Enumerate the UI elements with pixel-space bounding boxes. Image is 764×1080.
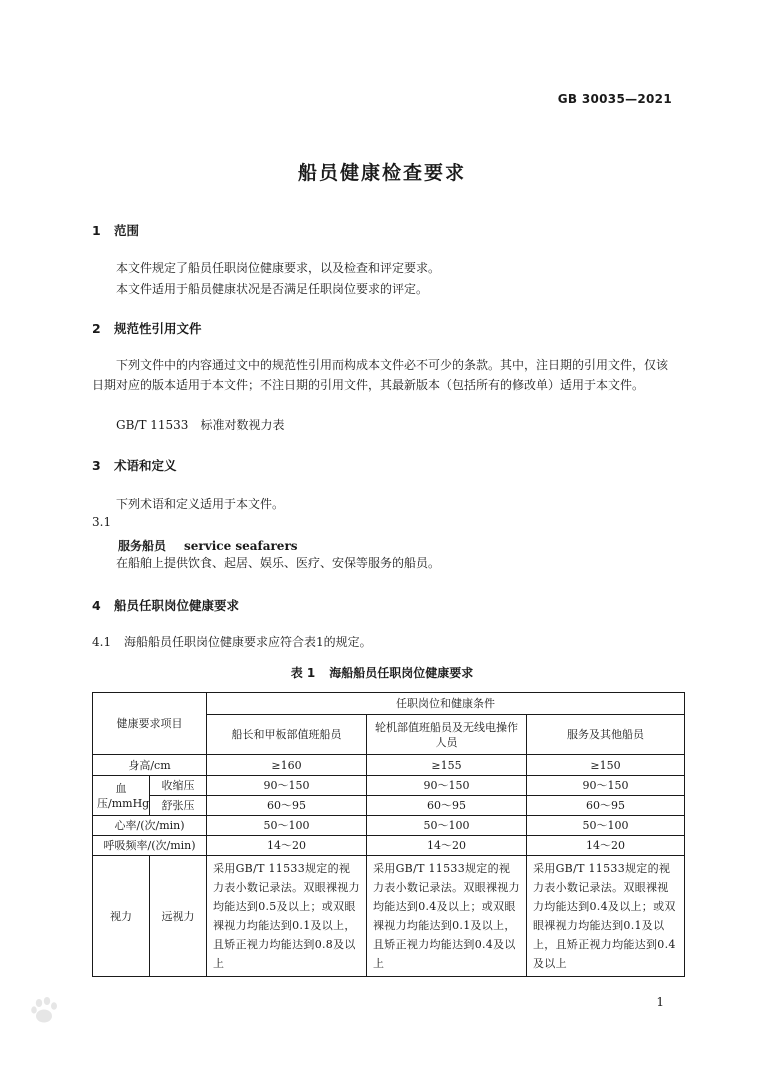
section-1-heading: [92, 221, 139, 239]
section-title: 术语和定义: [114, 458, 177, 473]
table-cell: 50～100: [527, 816, 685, 836]
section-title: 范围: [114, 223, 140, 238]
row-sublabel: 舒张压: [150, 796, 207, 816]
standard-code: GB 30035—2021: [557, 92, 672, 106]
table-row: [93, 796, 685, 816]
table-cell: ≥150: [527, 755, 685, 776]
term-number: 3.1: [92, 515, 112, 529]
row-label: 呼吸频率/(次/min): [93, 836, 207, 856]
table-cell: 14～20: [367, 836, 527, 856]
row-label: 身高/cm: [93, 755, 207, 776]
table-cell: ≥160: [207, 755, 367, 776]
subclause-text: 海船船员任职岗位健康要求应符合表1的规定。: [124, 635, 372, 649]
table-caption-text: 海船船员任职岗位健康要求: [329, 666, 474, 680]
table-cell: 50～100: [207, 816, 367, 836]
row-label: 视力: [93, 856, 150, 977]
section-number: 1: [92, 223, 101, 238]
section-1-para-2: 本文件适用于船员健康状况是否满足任职岗位要求的评定。: [116, 282, 429, 296]
page-number: 1: [656, 995, 664, 1009]
term-definition: 在船舶上提供饮食、起居、娱乐、医疗、安保等服务的船员。: [116, 556, 441, 570]
header-col-2: 轮机部值班船员及无线电操作人员: [367, 715, 527, 755]
term-english: service seafarers: [184, 539, 298, 553]
section-number: 3: [92, 458, 101, 473]
paw-icon: [30, 995, 60, 1025]
table-row: [93, 776, 685, 796]
header-col-1: 船长和甲板部值班船员: [207, 715, 367, 755]
section-2-para-1: 下列文件中的内容通过文中的规范性引用而构成本文件必不可少的条款。其中，注日期的引用文件，仅该日期对应的版本适用于本文件；不注日期的引用文件，其最新版本（包括所有的修改单）适用于本文件。: [92, 358, 669, 392]
table-cell: 60～95: [367, 796, 527, 816]
table-cell: 90～150: [527, 776, 685, 796]
term-chinese: 服务船员: [118, 539, 167, 553]
section-1-para-1: 本文件规定了船员任职岗位健康要求，以及检查和评定要求。: [116, 261, 441, 275]
row-label: 血压/mmHg: [93, 776, 150, 816]
table-cell: 采用GB/T 11533规定的视力表小数记录法。双眼裸视力均能达到0.5及以上；或双眼裸视力均能达到0.1及以上，且矫正视力均能达到0.8及以上: [207, 856, 367, 977]
table-number: 表 1: [290, 666, 316, 680]
term-name: [118, 537, 298, 554]
baidu-watermark: [30, 990, 60, 1030]
section-2-heading: [92, 319, 202, 337]
section-title: 船员任职岗位健康要求: [114, 598, 240, 613]
header-item-cell: 健康要求项目: [93, 693, 207, 755]
section-4-heading: [92, 596, 239, 614]
table-row: [93, 816, 685, 836]
table-cell: 14～20: [207, 836, 367, 856]
section-number: 2: [92, 321, 101, 336]
section-title: 规范性引用文件: [114, 321, 202, 336]
table-cell: 90～150: [367, 776, 527, 796]
header-col-3: 服务及其他船员: [527, 715, 685, 755]
section-3-para-1: 下列术语和定义适用于本文件。: [116, 497, 285, 511]
section-number: 4: [92, 598, 101, 613]
table-cell: 14～20: [527, 836, 685, 856]
table-row: [93, 836, 685, 856]
table-caption: [0, 664, 764, 681]
row-sublabel: 远视力: [150, 856, 207, 977]
table-cell: 采用GB/T 11533规定的视力表小数记录法。双眼裸视力均能达到0.4及以上；或双眼裸视力均能达到0.1及以上，且矫正视力均能达到0.4及以上: [367, 856, 527, 977]
table-cell: ≥155: [367, 755, 527, 776]
section-2-reference: GB/T 11533 标准对数视力表: [116, 418, 285, 432]
section-3-heading: [92, 456, 177, 474]
table-cell: 60～95: [207, 796, 367, 816]
table-cell: 50～100: [367, 816, 527, 836]
table-row: [93, 755, 685, 776]
row-label: 心率/(次/min): [93, 816, 207, 836]
table-cell: 采用GB/T 11533规定的视力表小数记录法。双眼裸视力均能达到0.4及以上；或双眼裸视力均能达到0.1及以上，且矫正视力均能达到0.4及以上: [527, 856, 685, 977]
table-header-row: [93, 693, 685, 715]
table-cell: 60～95: [527, 796, 685, 816]
health-requirements-table: [92, 692, 685, 977]
table-row: [93, 856, 685, 977]
row-sublabel: 收缩压: [150, 776, 207, 796]
header-group-cell: 任职岗位和健康条件: [207, 693, 685, 715]
table-cell: 90～150: [207, 776, 367, 796]
document-title: 船员健康检查要求: [297, 162, 466, 184]
subclause-4-1: [92, 633, 372, 650]
subclause-number: 4.1: [92, 635, 112, 649]
